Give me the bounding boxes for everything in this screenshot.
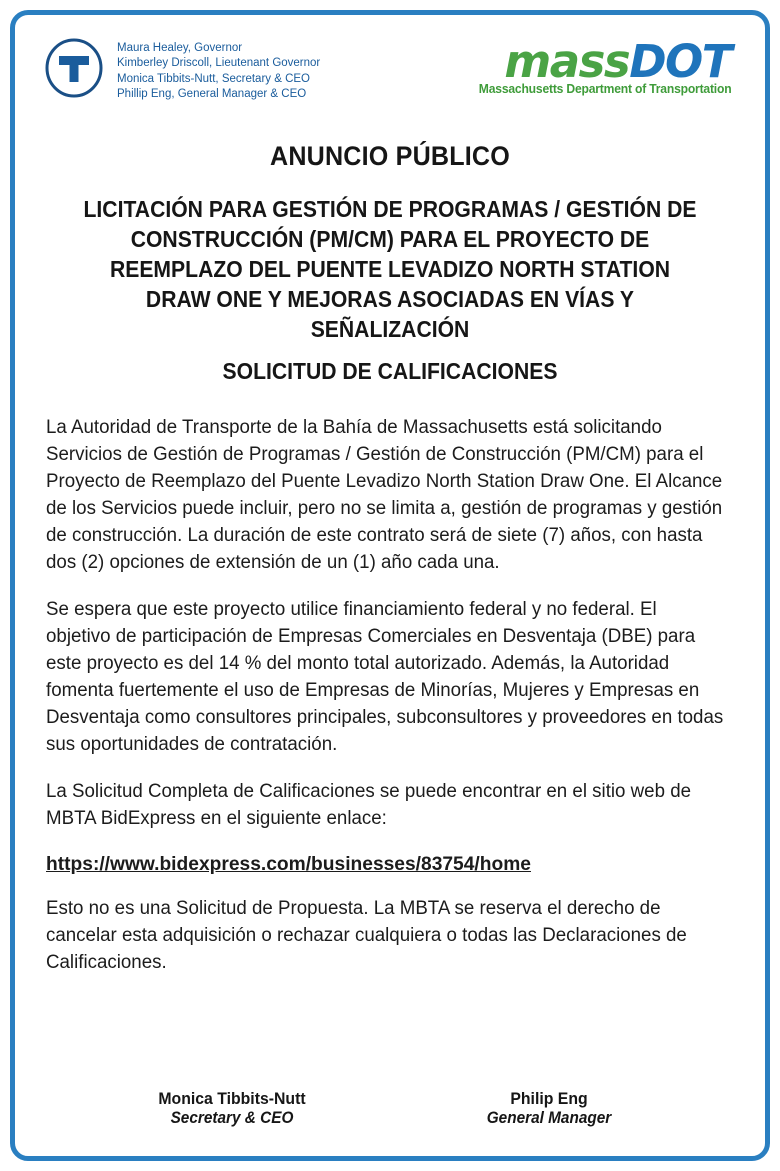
mbta-branding <box>43 35 320 102</box>
officials-list <box>117 37 320 102</box>
massdot-dot-text: DOT <box>629 35 731 88</box>
body-paragraph-1: La Autoridad de Transporte de la Bahía de Massachusetts está solicitando Servicios de Gestión de Programas / Gestión de Construcción (PM/CM) para el Proyecto de Reemplazo del Puente Levadizo North Station Draw One. El Alcance de los Servicios puede incluir, pero no se limita a, gestión de programas y gestión de construcción. La duración de este contrato será de siete (7) años, con hasta dos (2) opciones de extensión de un (1) año cada una. <box>46 417 723 574</box>
signature-title: Secretary & CEO <box>170 1109 293 1127</box>
massdot-tagline: Massachusetts Department of Transportation <box>478 81 731 96</box>
massdot-mass-text: mass <box>504 35 630 88</box>
official-lieutenant-governor: Kimberley Driscoll, Lieutenant Governor <box>117 57 321 70</box>
massdot-branding <box>471 35 737 96</box>
body-paragraph-3: La Solicitud Completa de Calificaciones se puede encontrar en el sitio web de MBTA BidExpress en el siguiente enlace: <box>46 781 692 829</box>
signature-block <box>43 1083 737 1146</box>
massdot-wordmark <box>471 35 731 88</box>
official-general-manager: Phillip Eng, General Manager & CEO <box>117 87 307 100</box>
official-governor: Maura Healey, Governor <box>117 42 243 54</box>
document-header <box>43 35 737 121</box>
page-title: ANUNCIO PÚBLICO <box>270 141 510 171</box>
bid-express-link-row <box>46 853 734 876</box>
signature-name: Philip Eng <box>509 1089 588 1108</box>
signature-general-manager <box>399 1089 699 1128</box>
signature-secretary <box>82 1089 382 1128</box>
notice-frame <box>10 10 770 1161</box>
bid-express-link[interactable]: https://www.bidexpress.com/businesses/83754/home <box>46 852 531 875</box>
signature-name: Monica Tibbits-Nutt <box>157 1089 306 1108</box>
rfq-title: SOLICITUD DE CALIFICACIONES <box>222 358 558 385</box>
title-block <box>43 141 737 385</box>
mbta-t-logo-icon <box>43 37 105 99</box>
project-title: LICITACIÓN PARA GESTIÓN DE PROGRAMAS / GESTIÓN DE CONSTRUCCIÓN (PM/CM) PARA EL PROYECTO DE REEMPLAZO DEL PUENTE LEVADIZO NORTH STATION DRAW ONE Y MEJORAS ASOCIADAS EN VÍAS Y SEÑALIZACIÓN <box>83 196 697 343</box>
signature-title: General Manager <box>486 1109 611 1127</box>
official-secretary: Monica Tibbits-Nutt, Secretary & CEO <box>117 72 311 85</box>
notice-body <box>43 415 737 1083</box>
body-paragraph-2: Se espera que este proyecto utilice financiamiento federal y no federal. El objetivo de participación de Empresas Comerciales en Desventaja (DBE) para este proyecto es del 14 % del monto total autorizado. Además, la Autoridad fomenta fuertemente el uso de Empresas de Minorías, Mujeres y Empresas en Desventaja como consultores principales, subconsultores y proveedores en todas sus oportunidades de contratación. <box>46 599 724 756</box>
body-paragraph-4: Esto no es una Solicitud de Propuesta. La MBTA se reserva el derecho de cancelar esta adquisición o rechazar cualquiera o todas las Declaraciones de Calificaciones. <box>46 897 687 973</box>
